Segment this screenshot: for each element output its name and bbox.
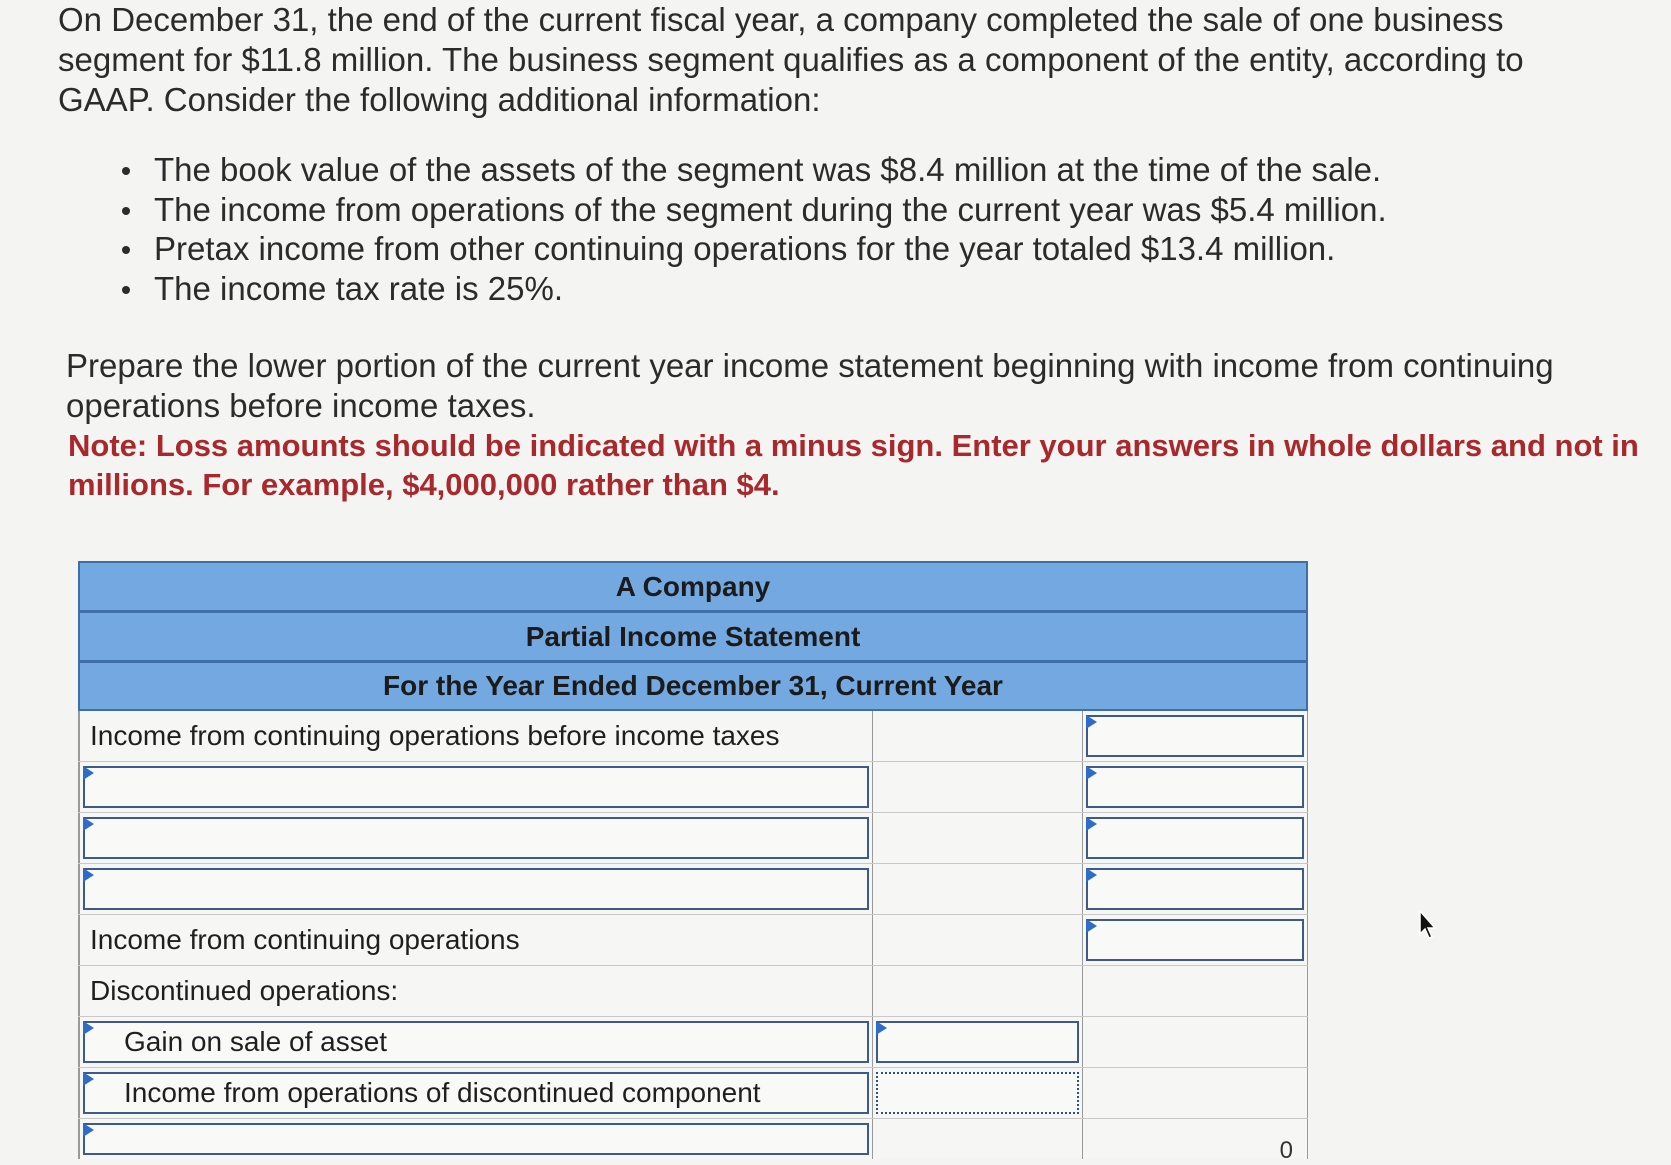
input-marker-icon (876, 1021, 887, 1035)
label-cell (78, 864, 873, 914)
label-cell (78, 1017, 873, 1067)
amount-cell (873, 915, 1083, 965)
bullet-item: The income tax rate is 25%. (118, 269, 1387, 309)
amount-cell (873, 1119, 1083, 1159)
amount-cell (1083, 711, 1308, 761)
input-marker-icon (83, 817, 94, 831)
label-cell (78, 1068, 873, 1118)
statement-company-header: A Company (78, 561, 1308, 611)
instruction-text: Prepare the lower portion of the current year income statement beginning with income from continuing operations before income taxes. (66, 347, 1554, 424)
amount-cell (873, 1017, 1083, 1067)
amount-cell (1083, 864, 1308, 914)
input-marker-icon (1086, 766, 1097, 780)
amount-cell (1083, 1119, 1308, 1164)
row-label: Gain on sale of asset (124, 1026, 388, 1057)
label-cell (78, 813, 873, 863)
amount-cell (873, 813, 1083, 863)
amount-input[interactable] (1086, 817, 1304, 859)
amount-cell (873, 966, 1083, 1016)
row-label: Income from continuing operations before income taxes (78, 711, 873, 761)
input-marker-icon (1086, 919, 1097, 933)
amount-cell (1083, 1068, 1308, 1118)
amount-cell (1083, 762, 1308, 812)
input-marker-icon (83, 1123, 94, 1137)
amount-input[interactable] (1086, 868, 1304, 910)
row-label: Income from operations of discontinued component (124, 1077, 761, 1108)
amount-cell (873, 762, 1083, 812)
label-dropdown-input[interactable] (83, 868, 869, 910)
amount-input[interactable] (1086, 766, 1304, 808)
input-marker-icon (1086, 817, 1097, 831)
input-marker-icon (83, 766, 94, 780)
table-row (78, 1017, 1308, 1068)
bullet-item: The book value of the assets of the segment was $8.4 million at the time of the sale. (118, 150, 1387, 190)
table-row (78, 711, 1308, 762)
amount-cell (1083, 966, 1308, 1016)
amount-cell (873, 864, 1083, 914)
table-row (78, 1068, 1308, 1119)
amount-cell (1083, 813, 1308, 863)
table-row (78, 915, 1308, 966)
label-dropdown-input[interactable] (83, 817, 869, 859)
note-text: Note: Loss amounts should be indicated with a minus sign. Enter your answers in whole dollars and not in millions. For example, $4,000,000 rather than $4. (68, 428, 1639, 502)
amount-input[interactable] (876, 1021, 1079, 1063)
info-bullet-list (118, 150, 1387, 308)
problem-intro: On December 31, the end of the current fiscal year, a company completed the sale of one business segment for $11.8 million. The business segment qualifies as a component of the entity, according to GAAP. Consider the following additional information: (58, 1, 1524, 118)
total-value: 0 (1279, 1137, 1293, 1164)
bullet-item: The income from operations of the segment during the current year was $5.4 million. (118, 190, 1387, 230)
input-marker-icon (83, 868, 94, 882)
row-label: Income from continuing operations (78, 915, 873, 965)
label-dropdown-input[interactable] (83, 766, 869, 808)
amount-cell (873, 711, 1083, 761)
row-label: Discontinued operations: (78, 966, 873, 1016)
table-row (78, 1119, 1308, 1164)
input-marker-icon (1086, 715, 1097, 729)
amount-input[interactable] (876, 1072, 1079, 1114)
input-marker-icon (83, 1072, 94, 1086)
input-marker-icon (83, 1021, 94, 1035)
amount-cell (873, 1068, 1083, 1118)
amount-cell (1083, 1017, 1308, 1067)
label-cell (78, 762, 873, 812)
input-marker-icon (1086, 868, 1097, 882)
partial-income-statement (78, 561, 1308, 1164)
statement-title-header: Partial Income Statement (78, 611, 1308, 661)
amount-input[interactable] (1086, 715, 1304, 757)
statement-period-header: For the Year Ended December 31, Current Year (78, 661, 1308, 711)
amount-cell (1083, 915, 1308, 965)
table-row (78, 762, 1308, 813)
amount-input[interactable] (1086, 919, 1304, 961)
mouse-pointer-icon (1418, 910, 1438, 940)
label-cell (78, 1119, 873, 1159)
table-row (78, 864, 1308, 915)
table-row (78, 966, 1308, 1017)
label-dropdown-input[interactable] (83, 1123, 869, 1155)
bullet-item: Pretax income from other continuing operations for the year totaled $13.4 million. (118, 229, 1387, 269)
table-row (78, 813, 1308, 864)
